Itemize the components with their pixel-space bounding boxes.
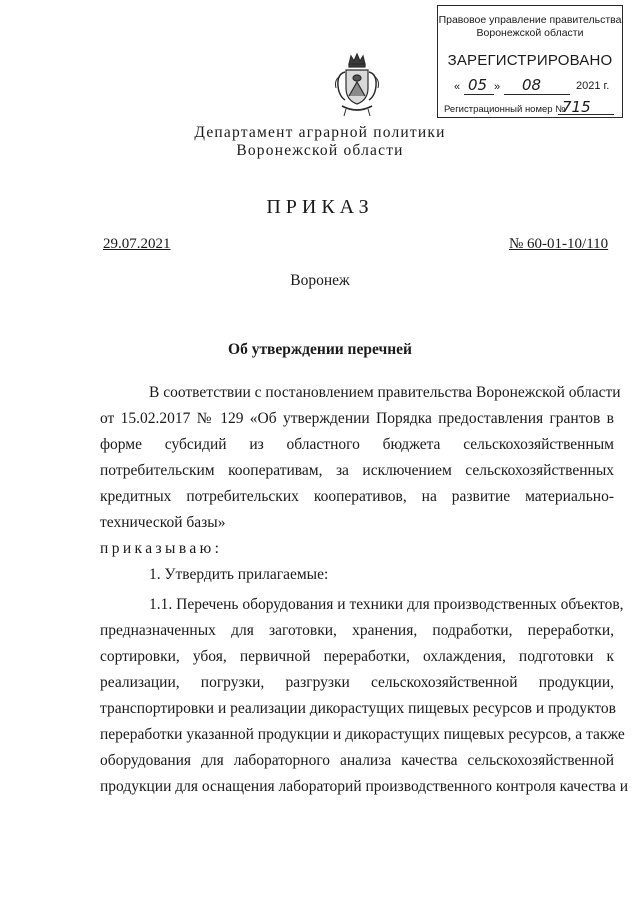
stamp-organization — [438, 14, 622, 40]
city-name: Воронеж — [290, 272, 350, 289]
body-line: переработки указанной продукции и дикорастущих пищевых ресурсов, а также — [100, 726, 625, 743]
body-line: потребительским кооперативам, за исключением сельскохозяйственных — [100, 462, 614, 479]
body-line: 1.1. Перечень оборудования и техники для производственных объектов, — [149, 596, 624, 613]
body-line: транспортировки и реализации дикорастущих пищевых ресурсов и продуктов — [100, 700, 616, 717]
body-line: от 15.02.2017 № 129 «Об утверждении Порядка предоставления грантов в — [100, 410, 614, 427]
order-subject: Об утверждении перечней — [228, 341, 412, 358]
stamp-org-line2: Воронежской области — [476, 27, 584, 39]
stamp-date-close-quote: » — [494, 81, 501, 93]
department-name-line1: Департамент аграрной политики — [194, 124, 446, 141]
department-name-line2: Воронежской области — [236, 142, 404, 159]
body-line: технической базы» — [100, 514, 226, 531]
stamp-status: ЗАРЕГИСТРИРОВАНО — [447, 52, 613, 69]
stamp-reg-underline — [558, 114, 614, 115]
body-line: сортировки, убоя, первичной переработки, охлаждения, подготовки к — [100, 648, 614, 665]
stamp-org-line1: Правовое управление правительства — [438, 14, 622, 26]
body-line: предназначенных для заготовки, хранения, подработки, переработки, — [100, 622, 614, 639]
stamp-date-open-quote: « — [454, 81, 461, 93]
body-line: форме субсидий из областного бюджета сельскохозяйственным — [100, 436, 614, 453]
body-line: 1. Утвердить прилагаемые: — [149, 566, 329, 583]
registration-stamp — [437, 5, 623, 118]
stamp-date-year: 2021 г. — [576, 80, 610, 92]
stamp-reg-number: 715 — [562, 98, 591, 116]
document-type-title: ПРИКАЗ — [266, 196, 374, 218]
body-line: оборудования для лабораторного анализа качества сельскохозяйственной — [100, 752, 614, 769]
voronezh-coat-of-arms-icon — [332, 52, 382, 118]
stamp-date-day-underline — [464, 94, 494, 95]
order-command: приказываю: — [100, 540, 223, 557]
body-line: реализации, погрузки, разгрузки сельскохозяйственной продукции, — [100, 674, 614, 691]
stamp-date — [452, 76, 614, 96]
order-number: № 60-01-10/110 — [509, 236, 609, 252]
stamp-date-month: 08 — [522, 76, 542, 94]
body-line: кредитных потребительских кооперативов, на развитие материально- — [100, 488, 614, 505]
stamp-date-month-underline — [504, 94, 570, 95]
body-line: продукции для оснащения лабораторий производственного контроля качества и — [100, 778, 629, 795]
stamp-reg-label: Регистрационный номер № — [444, 104, 566, 115]
stamp-date-day: 05 — [468, 76, 488, 94]
order-date: 29.07.2021 — [103, 236, 171, 252]
body-line: В соответствии с постановлением правительства Воронежской области — [149, 384, 621, 401]
